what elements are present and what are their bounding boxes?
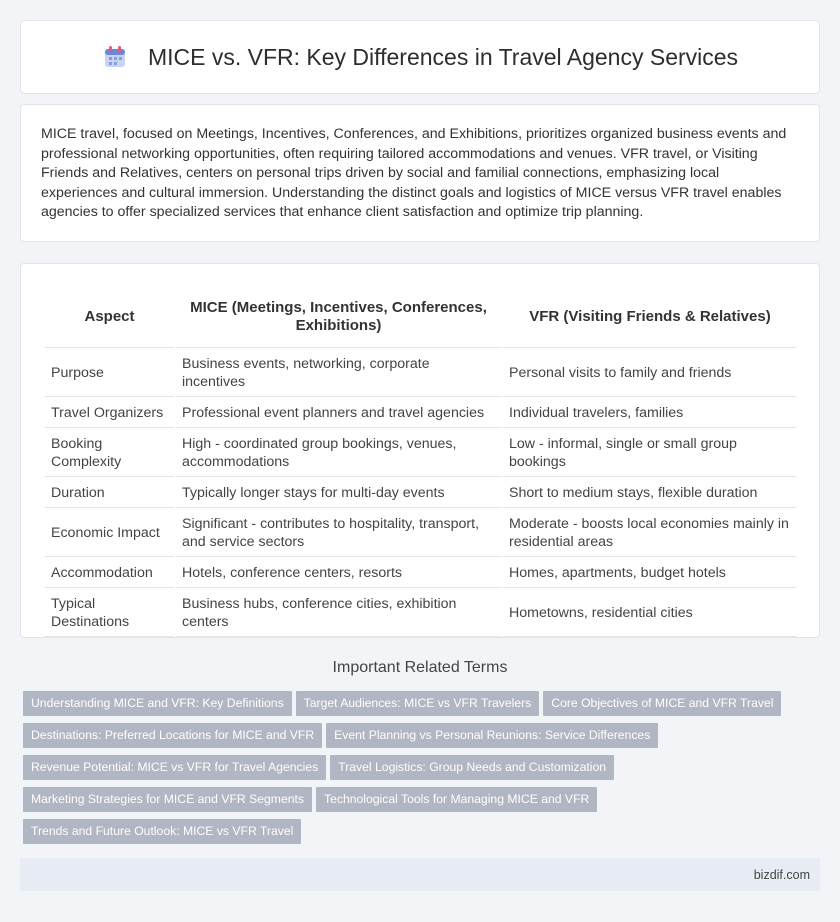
cell-vfr: Homes, apartments, budget hotels — [503, 559, 797, 588]
cell-vfr: Moderate - boosts local economies mainly in residential areas — [503, 510, 797, 557]
cell-aspect: Typical Destinations — [45, 590, 174, 637]
cell-aspect: Booking Complexity — [45, 430, 174, 477]
related-term-tag[interactable]: Event Planning vs Personal Reunions: Service Differences — [326, 723, 658, 748]
cell-mice: Professional event planners and travel agencies — [176, 399, 501, 428]
related-term-tag[interactable]: Destinations: Preferred Locations for MICE and VFR — [23, 723, 322, 748]
related-term-tag[interactable]: Technological Tools for Managing MICE and VFR — [316, 787, 597, 812]
header-mice: MICE (Meetings, Incentives, Conferences, Exhibitions) — [176, 286, 501, 348]
related-term-tag[interactable]: Revenue Potential: MICE vs VFR for Travel Agencies — [23, 755, 326, 780]
cell-aspect: Travel Organizers — [45, 399, 174, 428]
intro-text: MICE travel, focused on Meetings, Incentives, Conferences, and Exhibitions, prioritizes organized business events and professional networking opportunities, often requiring tailored accommodations and venues. VFR travel, or Visiting Friends and Relatives, centers on personal trips driven by social and familial connections, emphasizing local experiences and cultural immersion. Understanding the distinct goals and logistics of MICE versus VFR travel enables agencies to offer specialized services that enhance client satisfaction and optimize trip planning. — [41, 126, 787, 221]
intro-card — [20, 104, 820, 242]
table-row — [45, 479, 797, 508]
cell-aspect: Economic Impact — [45, 510, 174, 557]
calendar-icon — [102, 44, 128, 70]
table-row — [45, 559, 797, 588]
footer-site-link[interactable]: bizdif.com — [753, 868, 810, 882]
cell-aspect: Duration — [45, 479, 174, 508]
cell-mice: High - coordinated group bookings, venues, accommodations — [176, 430, 501, 477]
related-term-tag[interactable]: Marketing Strategies for MICE and VFR Segments — [23, 787, 312, 812]
related-terms-list — [23, 691, 813, 851]
cell-mice: Significant - contributes to hospitality, transport, and service sectors — [176, 510, 501, 557]
comparison-table — [43, 284, 799, 639]
cell-vfr: Low - informal, single or small group bookings — [503, 430, 797, 477]
related-term-tag[interactable]: Core Objectives of MICE and VFR Travel — [543, 691, 781, 716]
cell-mice: Business hubs, conference cities, exhibition centers — [176, 590, 501, 637]
related-term-tag[interactable]: Travel Logistics: Group Needs and Customization — [330, 755, 614, 780]
cell-vfr: Hometowns, residential cities — [503, 590, 797, 637]
table-row — [45, 590, 797, 637]
table-row — [45, 350, 797, 397]
page-title: MICE vs. VFR: Key Differences in Travel Agency Services — [147, 43, 739, 70]
table-row — [45, 510, 797, 557]
cell-mice: Business events, networking, corporate incentives — [176, 350, 501, 397]
header-vfr: VFR (Visiting Friends & Relatives) — [503, 286, 797, 348]
cell-vfr: Personal visits to family and friends — [503, 350, 797, 397]
table-row — [45, 399, 797, 428]
cell-aspect: Accommodation — [45, 559, 174, 588]
header-aspect: Aspect — [45, 286, 174, 348]
related-term-tag[interactable]: Trends and Future Outlook: MICE vs VFR Travel — [23, 819, 301, 844]
cell-vfr: Short to medium stays, flexible duration — [503, 479, 797, 508]
cell-mice: Typically longer stays for multi-day events — [176, 479, 501, 508]
table-row — [45, 430, 797, 477]
related-terms-heading: Important Related Terms — [332, 659, 508, 676]
related-term-tag[interactable]: Understanding MICE and VFR: Key Definitions — [23, 691, 292, 716]
cell-aspect: Purpose — [45, 350, 174, 397]
cell-mice: Hotels, conference centers, resorts — [176, 559, 501, 588]
footer — [20, 858, 820, 891]
related-term-tag[interactable]: Target Audiences: MICE vs VFR Travelers — [296, 691, 540, 716]
cell-vfr: Individual travelers, families — [503, 399, 797, 428]
comparison-card — [20, 263, 820, 638]
title-card — [20, 20, 820, 94]
